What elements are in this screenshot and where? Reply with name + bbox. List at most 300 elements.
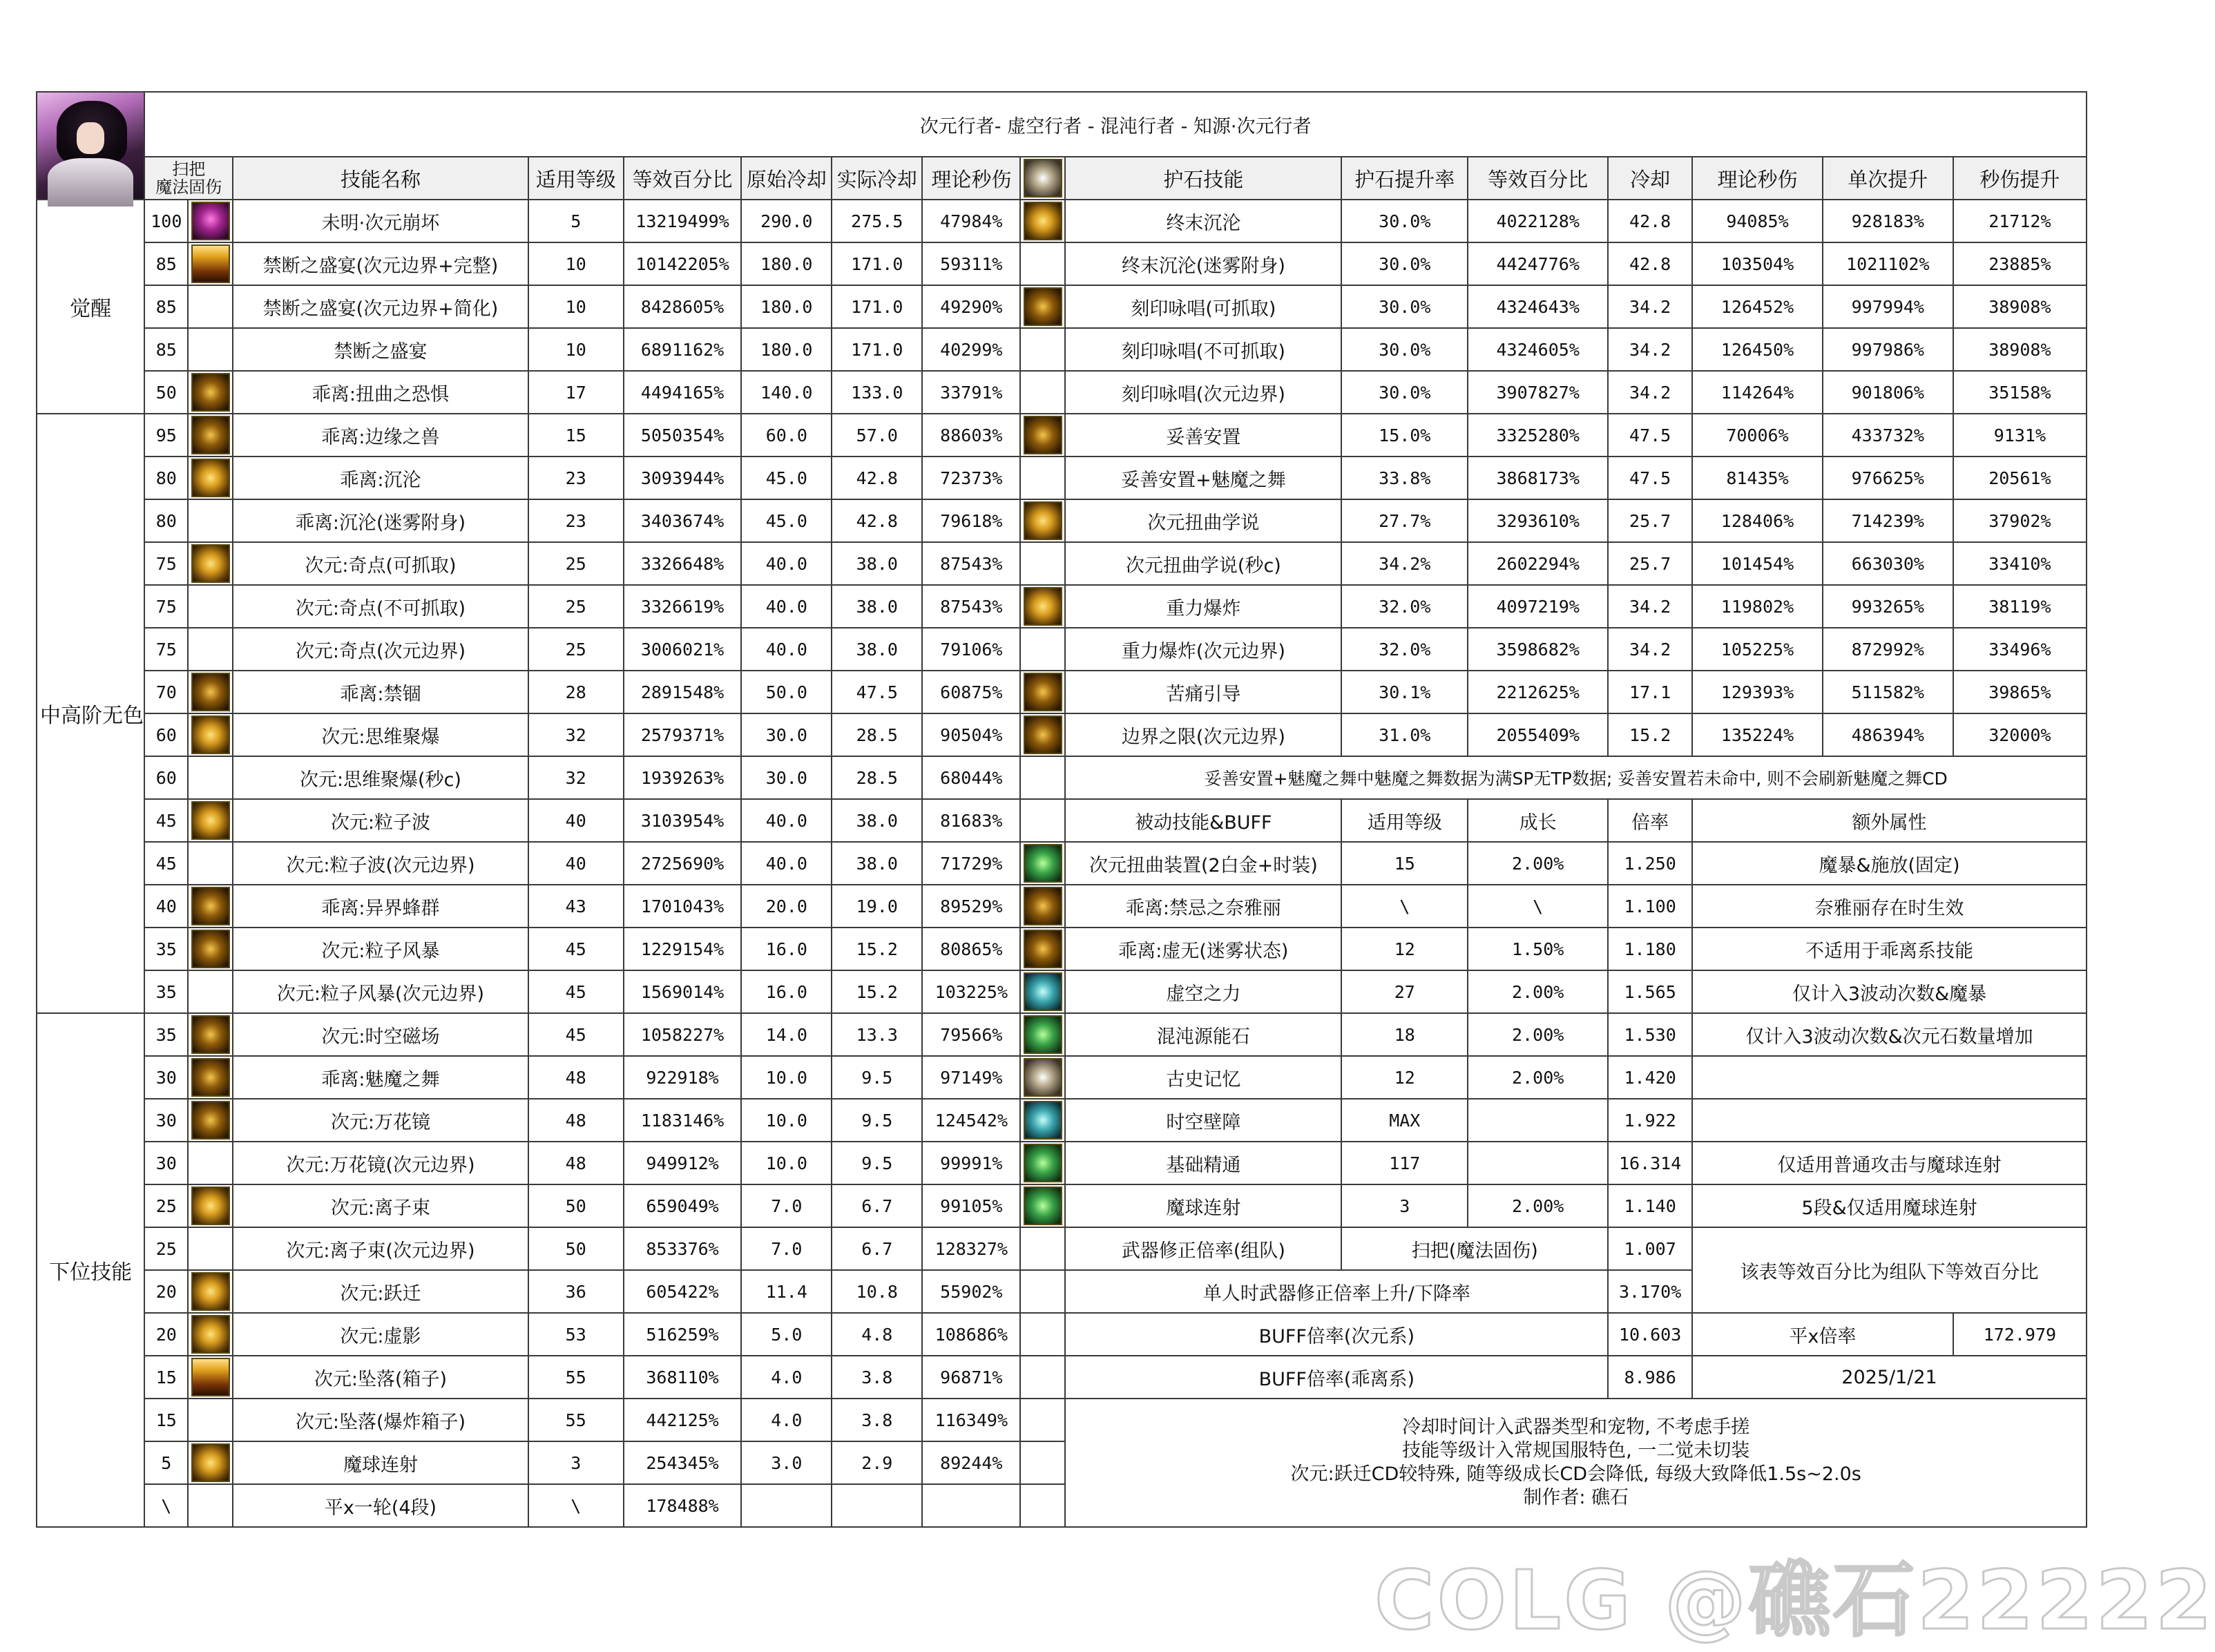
skill-name: 乖离:异界蜂群 bbox=[233, 885, 528, 928]
skill-actual-cooldown: 2.9 bbox=[832, 1441, 922, 1484]
weapon-correction-label: 武器修正倍率(组队) bbox=[1065, 1227, 1341, 1270]
skill-req-level: 55 bbox=[528, 1399, 624, 1441]
skill-req-level: 25 bbox=[528, 542, 624, 585]
skill-base-cooldown: 40.0 bbox=[741, 585, 832, 628]
talisman-rate: 30.0% bbox=[1341, 328, 1468, 371]
talisman-rate: 30.0% bbox=[1341, 242, 1468, 285]
skill-equiv-percent: 605422% bbox=[624, 1270, 742, 1313]
skill-cell bbox=[188, 1399, 233, 1441]
skill-name: 乖离:扭曲之恐惧 bbox=[233, 371, 528, 414]
skill-actual-cooldown: 6.7 bbox=[832, 1227, 922, 1270]
footer-note-line: 次元:跃迁CD较特殊, 随等级成长CD会降低, 每级大致降低1.5s~2.0s bbox=[1290, 1463, 1861, 1485]
skill-equiv-percent: 853376% bbox=[624, 1227, 742, 1270]
skill-req-level: 45 bbox=[528, 970, 624, 1013]
skill-name: 乖离:禁锢 bbox=[233, 671, 528, 713]
talisman-cooldown: 34.2 bbox=[1608, 585, 1692, 628]
skill-name: 禁断之盛宴 bbox=[233, 328, 528, 371]
skill-base-cooldown: 40.0 bbox=[741, 542, 832, 585]
skill-cell bbox=[188, 1184, 233, 1227]
skill-base-cooldown: 5.0 bbox=[741, 1313, 832, 1356]
skill-cell bbox=[188, 328, 233, 371]
passive-extra: 奈雅丽存在时生效 bbox=[1692, 885, 2087, 928]
passive-growth bbox=[1468, 1099, 1608, 1142]
skill-name: 次元:离子束(次元边界) bbox=[233, 1227, 528, 1270]
passive-header-growth: 成长 bbox=[1468, 799, 1608, 842]
talisman-name: 终末沉沦 bbox=[1065, 200, 1341, 242]
skill-base-cooldown: 20.0 bbox=[741, 885, 832, 928]
talisman-name: 重力爆炸 bbox=[1065, 585, 1341, 628]
skill-equiv-percent: 8428605% bbox=[624, 285, 742, 328]
talisman-cooldown: 42.8 bbox=[1608, 200, 1692, 242]
skill-actual-cooldown: 9.5 bbox=[832, 1056, 922, 1099]
skill-level: 70 bbox=[144, 671, 188, 713]
skill-damage-table bbox=[36, 91, 2087, 1528]
table-row bbox=[37, 928, 2087, 970]
skill-actual-cooldown: 38.0 bbox=[832, 799, 922, 842]
passive-level: 27 bbox=[1341, 970, 1468, 1013]
skill-cell bbox=[188, 970, 233, 1013]
skill-base-cooldown: 16.0 bbox=[741, 970, 832, 1013]
talisman-dps: 128406% bbox=[1692, 499, 1823, 542]
skill-equiv-percent: 659049% bbox=[624, 1184, 742, 1227]
solo-correction-label: 单人时武器修正倍率上升/下降率 bbox=[1065, 1270, 1608, 1313]
skill-cell bbox=[188, 371, 233, 414]
table-row bbox=[37, 970, 2087, 1013]
talisman-equiv-percent: 4424776% bbox=[1468, 242, 1608, 285]
skill-req-level: 23 bbox=[528, 457, 624, 499]
skill-level: 75 bbox=[144, 542, 188, 585]
passive-level: 15 bbox=[1341, 842, 1468, 885]
skill-icon bbox=[191, 930, 230, 968]
talisman-dps: 129393% bbox=[1692, 671, 1823, 713]
talisman-cooldown: 17.1 bbox=[1608, 671, 1692, 713]
passive-name: 乖离:虚无(迷雾状态) bbox=[1065, 928, 1341, 970]
skill-actual-cooldown: 47.5 bbox=[832, 671, 922, 713]
skill-theoretical-dps: 71729% bbox=[922, 842, 1020, 885]
skill-level: 45 bbox=[144, 842, 188, 885]
skill-equiv-percent: 3093944% bbox=[624, 457, 742, 499]
talisman-dps: 119802% bbox=[1692, 585, 1823, 628]
footer-cell bbox=[1020, 1484, 1065, 1527]
skill-base-cooldown: 45.0 bbox=[741, 457, 832, 499]
skill-level: 75 bbox=[144, 628, 188, 671]
skill-icon bbox=[191, 1272, 230, 1311]
passive-extra: 仅计入3波动次数&魔暴 bbox=[1692, 970, 2087, 1013]
talisman-equiv-percent: 2212625% bbox=[1468, 671, 1608, 713]
table-row bbox=[37, 585, 2087, 628]
skill-theoretical-dps: 79106% bbox=[922, 628, 1020, 671]
category-label: 下位技能 bbox=[37, 1013, 144, 1527]
skill-level: 30 bbox=[144, 1056, 188, 1099]
skill-cell bbox=[188, 585, 233, 628]
solo-correction-value: 3.170% bbox=[1608, 1270, 1692, 1313]
talisman-equiv-percent: 4324605% bbox=[1468, 328, 1608, 371]
skill-cell bbox=[188, 628, 233, 671]
skill-level: 15 bbox=[144, 1356, 188, 1399]
talisman-dps-gain: 21712% bbox=[1953, 200, 2087, 242]
skill-req-level: 45 bbox=[528, 928, 624, 970]
table-row bbox=[37, 885, 2087, 928]
talisman-name: 次元扭曲学说 bbox=[1065, 499, 1341, 542]
passive-level: MAX bbox=[1341, 1099, 1468, 1142]
skill-req-level: 25 bbox=[528, 585, 624, 628]
passive-cell bbox=[1020, 1056, 1065, 1099]
skill-icon bbox=[191, 1101, 230, 1140]
table-row bbox=[37, 457, 2087, 499]
skill-level: 20 bbox=[144, 1270, 188, 1313]
skill-name: 次元:思维聚爆 bbox=[233, 713, 528, 756]
talisman-single-gain: 928183% bbox=[1823, 200, 1953, 242]
passive-growth: 2.00% bbox=[1468, 1184, 1608, 1227]
talisman-equiv-percent: 3293610% bbox=[1468, 499, 1608, 542]
passive-cell bbox=[1020, 885, 1065, 928]
passive-header-name: 被动技能&BUFF bbox=[1065, 799, 1341, 842]
talisman-cooldown: 42.8 bbox=[1608, 242, 1692, 285]
skill-name: 次元:粒子波(次元边界) bbox=[233, 842, 528, 885]
talisman-rate: 30.0% bbox=[1341, 371, 1468, 414]
skill-actual-cooldown: 10.8 bbox=[832, 1270, 922, 1313]
table-row bbox=[37, 1184, 2087, 1227]
passive-extra: 5段&仅适用魔球连射 bbox=[1692, 1184, 2087, 1227]
skill-req-level: 40 bbox=[528, 799, 624, 842]
skill-level: 85 bbox=[144, 242, 188, 285]
weapon-correction-mult: 1.007 bbox=[1608, 1227, 1692, 1270]
passive-icon bbox=[1024, 887, 1062, 925]
passive-cell bbox=[1020, 1142, 1065, 1184]
skill-level: 35 bbox=[144, 928, 188, 970]
skill-theoretical-dps: 49290% bbox=[922, 285, 1020, 328]
skill-req-level: 48 bbox=[528, 1099, 624, 1142]
passive-growth: \ bbox=[1468, 885, 1608, 928]
passive-name: 乖离:禁忌之奈雅丽 bbox=[1065, 885, 1341, 928]
skill-name: 乖离:沉沦(迷雾附身) bbox=[233, 499, 528, 542]
talisman-equiv-percent: 3868173% bbox=[1468, 457, 1608, 499]
skill-cell bbox=[188, 928, 233, 970]
category-label: 觉醒 bbox=[37, 200, 144, 414]
skill-req-level: 32 bbox=[528, 756, 624, 799]
passive-cell bbox=[1020, 842, 1065, 885]
skill-base-cooldown: 3.0 bbox=[741, 1441, 832, 1484]
skill-name: 乖离:魅魔之舞 bbox=[233, 1056, 528, 1099]
talisman-dps-gain: 33410% bbox=[1953, 542, 2087, 585]
passive-extra: 魔暴&施放(固定) bbox=[1692, 842, 2087, 885]
skill-cell bbox=[188, 285, 233, 328]
skill-icon bbox=[191, 544, 230, 583]
skill-equiv-percent: 1701043% bbox=[624, 885, 742, 928]
talisman-name: 边界之限(次元边界) bbox=[1065, 713, 1341, 756]
skill-name: 次元:坠落(爆炸箱子) bbox=[233, 1399, 528, 1441]
talisman-single-gain: 997994% bbox=[1823, 285, 1953, 328]
skill-icon bbox=[191, 1315, 230, 1354]
table-row bbox=[37, 756, 2087, 799]
team-note: 该表等效百分比为组队下等效百分比 bbox=[1692, 1227, 2087, 1313]
passive-name: 时空壁障 bbox=[1065, 1099, 1341, 1142]
skill-theoretical-dps: 33791% bbox=[922, 371, 1020, 414]
skill-equiv-percent: 922918% bbox=[624, 1056, 742, 1099]
talisman-dps-gain: 32000% bbox=[1953, 713, 2087, 756]
skill-theoretical-dps: 59311% bbox=[922, 242, 1020, 285]
passive-growth: 2.00% bbox=[1468, 1056, 1608, 1099]
skill-icon bbox=[191, 1443, 230, 1482]
talisman-cell bbox=[1020, 414, 1065, 457]
header-talisman-icon bbox=[1024, 159, 1062, 198]
skill-cell bbox=[188, 1056, 233, 1099]
talisman-rate: 32.0% bbox=[1341, 628, 1468, 671]
skill-base-cooldown: 140.0 bbox=[741, 371, 832, 414]
skill-name: 平x一轮(4段) bbox=[233, 1484, 528, 1527]
passive-multiplier: 16.314 bbox=[1608, 1142, 1692, 1184]
skill-icon bbox=[191, 373, 230, 412]
skill-cell bbox=[188, 242, 233, 285]
skill-base-cooldown: 180.0 bbox=[741, 285, 832, 328]
skill-cell bbox=[188, 1356, 233, 1399]
talisman-cell bbox=[1020, 200, 1065, 242]
skill-actual-cooldown: 171.0 bbox=[832, 328, 922, 371]
colg-watermark: COLG @礁石22222 bbox=[1374, 1553, 2215, 1648]
skill-level: 35 bbox=[144, 970, 188, 1013]
passive-icon bbox=[1024, 972, 1062, 1011]
passive-icon bbox=[1024, 1015, 1062, 1054]
table-date: 2025/1/21 bbox=[1692, 1356, 2087, 1399]
skill-cell bbox=[188, 1313, 233, 1356]
skill-cell bbox=[188, 756, 233, 799]
skill-base-cooldown: 30.0 bbox=[741, 756, 832, 799]
skill-cell bbox=[188, 1227, 233, 1270]
talisman-icon bbox=[1024, 587, 1062, 626]
skill-theoretical-dps: 87543% bbox=[922, 542, 1020, 585]
talisman-name: 重力爆炸(次元边界) bbox=[1065, 628, 1341, 671]
skill-base-cooldown: 60.0 bbox=[741, 414, 832, 457]
passive-name: 基础精通 bbox=[1065, 1142, 1341, 1184]
skill-name: 次元:虚影 bbox=[233, 1313, 528, 1356]
talisman-dps: 101454% bbox=[1692, 542, 1823, 585]
talisman-cooldown: 15.2 bbox=[1608, 713, 1692, 756]
skill-cell bbox=[188, 1484, 233, 1527]
passive-icon bbox=[1024, 1058, 1062, 1097]
passive-level: 18 bbox=[1341, 1013, 1468, 1056]
skill-theoretical-dps: 60875% bbox=[922, 671, 1020, 713]
skill-req-level: 55 bbox=[528, 1356, 624, 1399]
skill-base-cooldown: 7.0 bbox=[741, 1227, 832, 1270]
skill-req-level: \ bbox=[528, 1484, 624, 1527]
skill-actual-cooldown: 9.5 bbox=[832, 1142, 922, 1184]
talisman-single-gain: 486394% bbox=[1823, 713, 1953, 756]
passive-header-extra: 额外属性 bbox=[1692, 799, 2087, 842]
skill-actual-cooldown: 42.8 bbox=[832, 457, 922, 499]
passive-extra bbox=[1692, 1056, 2087, 1099]
talisman-rate: 30.0% bbox=[1341, 285, 1468, 328]
talisman-rate: 27.7% bbox=[1341, 499, 1468, 542]
skill-level: 95 bbox=[144, 414, 188, 457]
talisman-name: 刻印咏唱(可抓取) bbox=[1065, 285, 1341, 328]
header-right-5: 单次提升 bbox=[1823, 157, 1953, 200]
talisman-dps: 114264% bbox=[1692, 371, 1823, 414]
skill-req-level: 48 bbox=[528, 1056, 624, 1099]
skill-level: 80 bbox=[144, 457, 188, 499]
skill-actual-cooldown: 6.7 bbox=[832, 1184, 922, 1227]
table-row bbox=[37, 1013, 2087, 1056]
skill-name: 次元:粒子风暴(次元边界) bbox=[233, 970, 528, 1013]
skill-actual-cooldown: 4.8 bbox=[832, 1313, 922, 1356]
talisman-cell bbox=[1020, 713, 1065, 756]
talisman-cooldown: 25.7 bbox=[1608, 499, 1692, 542]
passive-multiplier: 1.420 bbox=[1608, 1056, 1692, 1099]
skill-base-cooldown: 180.0 bbox=[741, 242, 832, 285]
talisman-icon bbox=[1024, 416, 1062, 454]
skill-cell bbox=[188, 799, 233, 842]
passive-growth: 1.50% bbox=[1468, 928, 1608, 970]
skill-actual-cooldown: 9.5 bbox=[832, 1099, 922, 1142]
skill-equiv-percent: 1229154% bbox=[624, 928, 742, 970]
talisman-dps: 103504% bbox=[1692, 242, 1823, 285]
skill-name: 次元:跃迁 bbox=[233, 1270, 528, 1313]
table-row bbox=[37, 842, 2087, 885]
passive-header-level: 适用等级 bbox=[1341, 799, 1468, 842]
skill-equiv-percent: 949912% bbox=[624, 1142, 742, 1184]
talisman-rate: 34.2% bbox=[1341, 542, 1468, 585]
character-portrait-cell bbox=[37, 92, 144, 200]
skill-name: 乖离:沉沦 bbox=[233, 457, 528, 499]
weapon-cell bbox=[1020, 1227, 1065, 1270]
skill-actual-cooldown: 3.8 bbox=[832, 1399, 922, 1441]
footer-notes bbox=[1065, 1399, 2087, 1527]
skill-theoretical-dps: 72373% bbox=[922, 457, 1020, 499]
talisman-name: 妥善安置 bbox=[1065, 414, 1341, 457]
skill-base-cooldown: 40.0 bbox=[741, 842, 832, 885]
footer-note-line: 冷却时间计入武器类型和宠物, 不考虑手搓 bbox=[1402, 1416, 1750, 1438]
skill-theoretical-dps: 68044% bbox=[922, 756, 1020, 799]
skill-level: 15 bbox=[144, 1399, 188, 1441]
talisman-dps-gain: 23885% bbox=[1953, 242, 2087, 285]
talisman-name: 终末沉沦(迷雾附身) bbox=[1065, 242, 1341, 285]
passive-growth: 2.00% bbox=[1468, 1013, 1608, 1056]
talisman-name: 苦痛引导 bbox=[1065, 671, 1341, 713]
skill-req-level: 40 bbox=[528, 842, 624, 885]
skill-level: \ bbox=[144, 1484, 188, 1527]
skill-level: 45 bbox=[144, 799, 188, 842]
skill-actual-cooldown: 171.0 bbox=[832, 285, 922, 328]
skill-theoretical-dps: 80865% bbox=[922, 928, 1020, 970]
table-row bbox=[37, 200, 2087, 242]
table-row bbox=[37, 1056, 2087, 1099]
passive-icon bbox=[1024, 1101, 1062, 1140]
passive-multiplier: 1.922 bbox=[1608, 1099, 1692, 1142]
skill-req-level: 28 bbox=[528, 671, 624, 713]
talisman-equiv-percent: 2602294% bbox=[1468, 542, 1608, 585]
header-right-1: 护石提升率 bbox=[1341, 157, 1468, 200]
skill-req-level: 3 bbox=[528, 1441, 624, 1484]
skill-base-cooldown: 10.0 bbox=[741, 1142, 832, 1184]
talisman-dps: 70006% bbox=[1692, 414, 1823, 457]
skill-name: 未明·次元崩坏 bbox=[233, 200, 528, 242]
passive-extra bbox=[1692, 1099, 2087, 1142]
passive-level: 117 bbox=[1341, 1142, 1468, 1184]
header-weapon-type: 扫把 魔法固伤 bbox=[144, 157, 233, 200]
table-row bbox=[37, 328, 2087, 371]
skill-theoretical-dps: 55902% bbox=[922, 1270, 1020, 1313]
skill-level: 20 bbox=[144, 1313, 188, 1356]
passive-header-cell bbox=[1020, 799, 1065, 842]
skill-base-cooldown: 14.0 bbox=[741, 1013, 832, 1056]
talisman-cell bbox=[1020, 542, 1065, 585]
buff-deviation-value: 8.986 bbox=[1608, 1356, 1692, 1399]
skill-req-level: 10 bbox=[528, 285, 624, 328]
table-row bbox=[37, 713, 2087, 756]
skill-equiv-percent: 1058227% bbox=[624, 1013, 742, 1056]
skill-icon bbox=[191, 416, 230, 454]
header-left-6: 理论秒伤 bbox=[922, 157, 1020, 200]
skill-theoretical-dps: 90504% bbox=[922, 713, 1020, 756]
footer-note-line: 技能等级计入常规国服特色, 一二觉未切装 bbox=[1402, 1440, 1750, 1461]
skill-base-cooldown: 7.0 bbox=[741, 1184, 832, 1227]
talisman-rate: 30.1% bbox=[1341, 671, 1468, 713]
skill-icon bbox=[191, 1187, 230, 1225]
skill-equiv-percent: 10142205% bbox=[624, 242, 742, 285]
passive-header-mult: 倍率 bbox=[1608, 799, 1692, 842]
skill-base-cooldown: 40.0 bbox=[741, 799, 832, 842]
passive-icon bbox=[1024, 930, 1062, 968]
talisman-dps: 81435% bbox=[1692, 457, 1823, 499]
skill-equiv-percent: 3103954% bbox=[624, 799, 742, 842]
skill-level: 25 bbox=[144, 1184, 188, 1227]
skill-equiv-percent: 3326648% bbox=[624, 542, 742, 585]
header-talisman-cell bbox=[1020, 157, 1065, 200]
header-left-4: 原始冷却 bbox=[741, 157, 832, 200]
skill-base-cooldown: 30.0 bbox=[741, 713, 832, 756]
skill-req-level: 36 bbox=[528, 1270, 624, 1313]
table-row bbox=[37, 628, 2087, 671]
skill-base-cooldown: 4.0 bbox=[741, 1399, 832, 1441]
talisman-equiv-percent: 3325280% bbox=[1468, 414, 1608, 457]
skill-level: 60 bbox=[144, 713, 188, 756]
skill-req-level: 50 bbox=[528, 1227, 624, 1270]
skill-actual-cooldown: 13.3 bbox=[832, 1013, 922, 1056]
talisman-icon bbox=[1024, 202, 1062, 240]
skill-name: 禁断之盛宴(次元边界+完整) bbox=[233, 242, 528, 285]
skill-equiv-percent: 1569014% bbox=[624, 970, 742, 1013]
talisman-dps: 135224% bbox=[1692, 713, 1823, 756]
skill-base-cooldown: 40.0 bbox=[741, 628, 832, 671]
passive-level: 12 bbox=[1341, 928, 1468, 970]
skill-base-cooldown: 10.0 bbox=[741, 1056, 832, 1099]
passive-multiplier: 1.565 bbox=[1608, 970, 1692, 1013]
skill-theoretical-dps: 79618% bbox=[922, 499, 1020, 542]
skill-name: 次元:奇点(不可抓取) bbox=[233, 585, 528, 628]
skill-base-cooldown: 10.0 bbox=[741, 1099, 832, 1142]
skill-equiv-percent: 2891548% bbox=[624, 671, 742, 713]
skill-actual-cooldown: 15.2 bbox=[832, 928, 922, 970]
talisman-rate: 15.0% bbox=[1341, 414, 1468, 457]
table-row bbox=[37, 799, 2087, 842]
skill-cell bbox=[188, 1441, 233, 1484]
skill-equiv-percent: 1939263% bbox=[624, 756, 742, 799]
skill-equiv-percent: 442125% bbox=[624, 1399, 742, 1441]
skill-icon bbox=[191, 715, 230, 754]
skill-req-level: 25 bbox=[528, 628, 624, 671]
passive-growth bbox=[1468, 1142, 1608, 1184]
skill-icon bbox=[191, 244, 230, 283]
skill-cell bbox=[188, 1099, 233, 1142]
passive-multiplier: 1.530 bbox=[1608, 1013, 1692, 1056]
skill-level: 30 bbox=[144, 1142, 188, 1184]
talisman-single-gain: 997986% bbox=[1823, 328, 1953, 371]
skill-base-cooldown bbox=[741, 1484, 832, 1527]
skill-equiv-percent: 5050354% bbox=[624, 414, 742, 457]
skill-equiv-percent: 2579371% bbox=[624, 713, 742, 756]
talisman-cell bbox=[1020, 628, 1065, 671]
talisman-equiv-percent: 3598682% bbox=[1468, 628, 1608, 671]
skill-req-level: 23 bbox=[528, 499, 624, 542]
